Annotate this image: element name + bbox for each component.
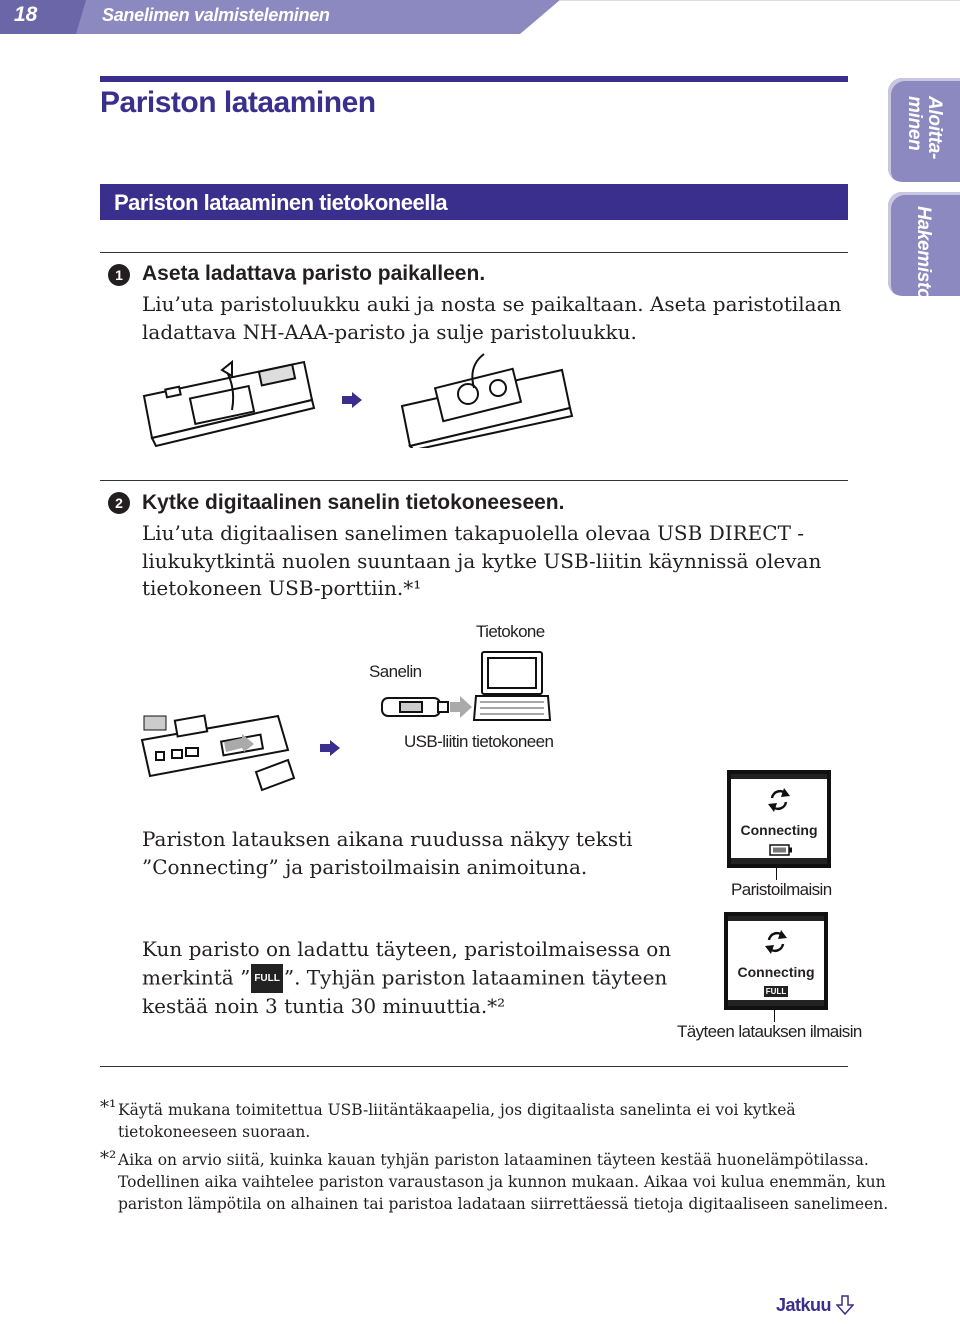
display-connecting-text: Connecting (737, 964, 815, 980)
charging-line: Pariston latauksen aikana ruudussa näkyy teksti (142, 827, 633, 851)
continue-link[interactable] (776, 1295, 854, 1316)
full-indicator-leader (774, 1008, 775, 1022)
tab-aloittaminen-label: Aloitta- minen (904, 96, 945, 160)
charging-line: ”Connecting” ja paristoilmaisin animoituna. (142, 854, 588, 879)
step2-line: Liu’uta digitaalisen sanelimen takapuolella olevaa USB DIRECT - (142, 521, 805, 545)
footnote-line: tietokoneeseen suoraan. (118, 1123, 311, 1141)
tab-aloittaminen[interactable] (888, 78, 960, 182)
page-number: 18 (14, 3, 38, 26)
display-connecting-text: Connecting (740, 822, 818, 838)
recorder-usb-illustration (138, 706, 308, 798)
step2-heading: Kytke digitaalinen sanelin tietokoneeseen. (142, 491, 565, 514)
step1-heading: Aseta ladattava paristo paikalleen. (142, 262, 486, 285)
footnote-2 (118, 1149, 888, 1215)
down-arrow-icon (836, 1295, 854, 1315)
chapter-title: Sanelimen valmisteleminen (102, 5, 330, 25)
charging-display (727, 770, 831, 868)
computer-label: Tietokone (476, 622, 545, 641)
step2-line: liukukytkintä nuolen suuntaan ja kytke USB-liitin käynnissä olevan (142, 548, 822, 573)
display-bottom-bar (731, 858, 827, 864)
footnote-line: pariston lämpötila on alhainen tai paristoa ladataan siirrettäessä tietoja digitaaliseen sanelimeen. (118, 1195, 889, 1213)
continue-label: Jatkuu (776, 1295, 832, 1315)
full-text (142, 936, 671, 1021)
step1-rule (100, 252, 848, 253)
indicator-label: Paristoilmaisin (731, 880, 832, 899)
section-title: Pariston lataaminen tietokoneella (114, 190, 448, 215)
footnote-line: Käytä mukana toimitettua USB-liitäntäkaapelia, jos digitaalista sanelinta ei voi kytkeä (118, 1101, 796, 1119)
footnote-1 (118, 1099, 796, 1143)
tab-hakemisto-label: Hakemisto (913, 206, 934, 300)
full-line: kestää noin 3 tuntia 30 minuuttia.*² (142, 994, 506, 1018)
recorder-label: Sanelin (369, 662, 422, 681)
usb-label: USB-liitin tietokoneen (404, 732, 554, 751)
display-top-bar (731, 774, 827, 779)
step2-line: tietokoneen USB-porttiin.*¹ (142, 576, 422, 600)
full-line: merkintä ” FULL ”. Tyhjän pariston lataaminen täyteen (142, 964, 671, 994)
footnote-rule (100, 1066, 848, 1067)
refresh-icon (763, 926, 789, 958)
arrow-right-icon (342, 392, 362, 408)
full-line: Kun paristo on ladattu täyteen, paristoilmaisessa on (142, 937, 672, 961)
tab-hakemisto[interactable] (888, 192, 960, 300)
footnote-line: Aika on arvio siitä, kuinka kauan tyhjän pariston lataaminen täyteen kestää huonelämpötilassa. (118, 1151, 869, 1169)
step1-text (142, 291, 841, 346)
step2-number: 2 (108, 492, 130, 514)
refresh-icon (766, 784, 792, 816)
full-indicator-label: Täyteen latauksen ilmaisin (677, 1022, 862, 1041)
footnote-1-mark: *¹ (100, 1097, 117, 1118)
page-title: Pariston lataaminen (100, 86, 376, 119)
step2-rule (100, 480, 848, 481)
indicator-leader (776, 866, 777, 880)
step1-number: 1 (108, 264, 130, 286)
display-top-bar (728, 916, 824, 921)
full-battery-icon: FULL (765, 987, 787, 996)
step2-text (142, 520, 821, 603)
title-rule (100, 76, 848, 82)
arrow-right-icon (320, 740, 340, 756)
display-bottom-bar (728, 1000, 824, 1006)
charging-text (142, 826, 633, 881)
full-display (724, 912, 828, 1010)
step1-line: ladattava NH-AAA-paristo ja sulje paristoluukku. (142, 319, 637, 344)
battery-icon (769, 844, 793, 856)
footnote-line: Todellinen aika vaihtelee pariston varaustason ja kunnon mukaan. Aikaa voi kulua enemmän, kun (118, 1173, 886, 1191)
laptop-connection-illustration (380, 648, 552, 724)
step1-line: Liu’uta paristoluukku auki ja nosta se paikaltaan. Aseta paristotilaan (142, 292, 842, 316)
footnote-2-mark: *² (100, 1148, 117, 1169)
full-icon: FULL (251, 964, 283, 994)
